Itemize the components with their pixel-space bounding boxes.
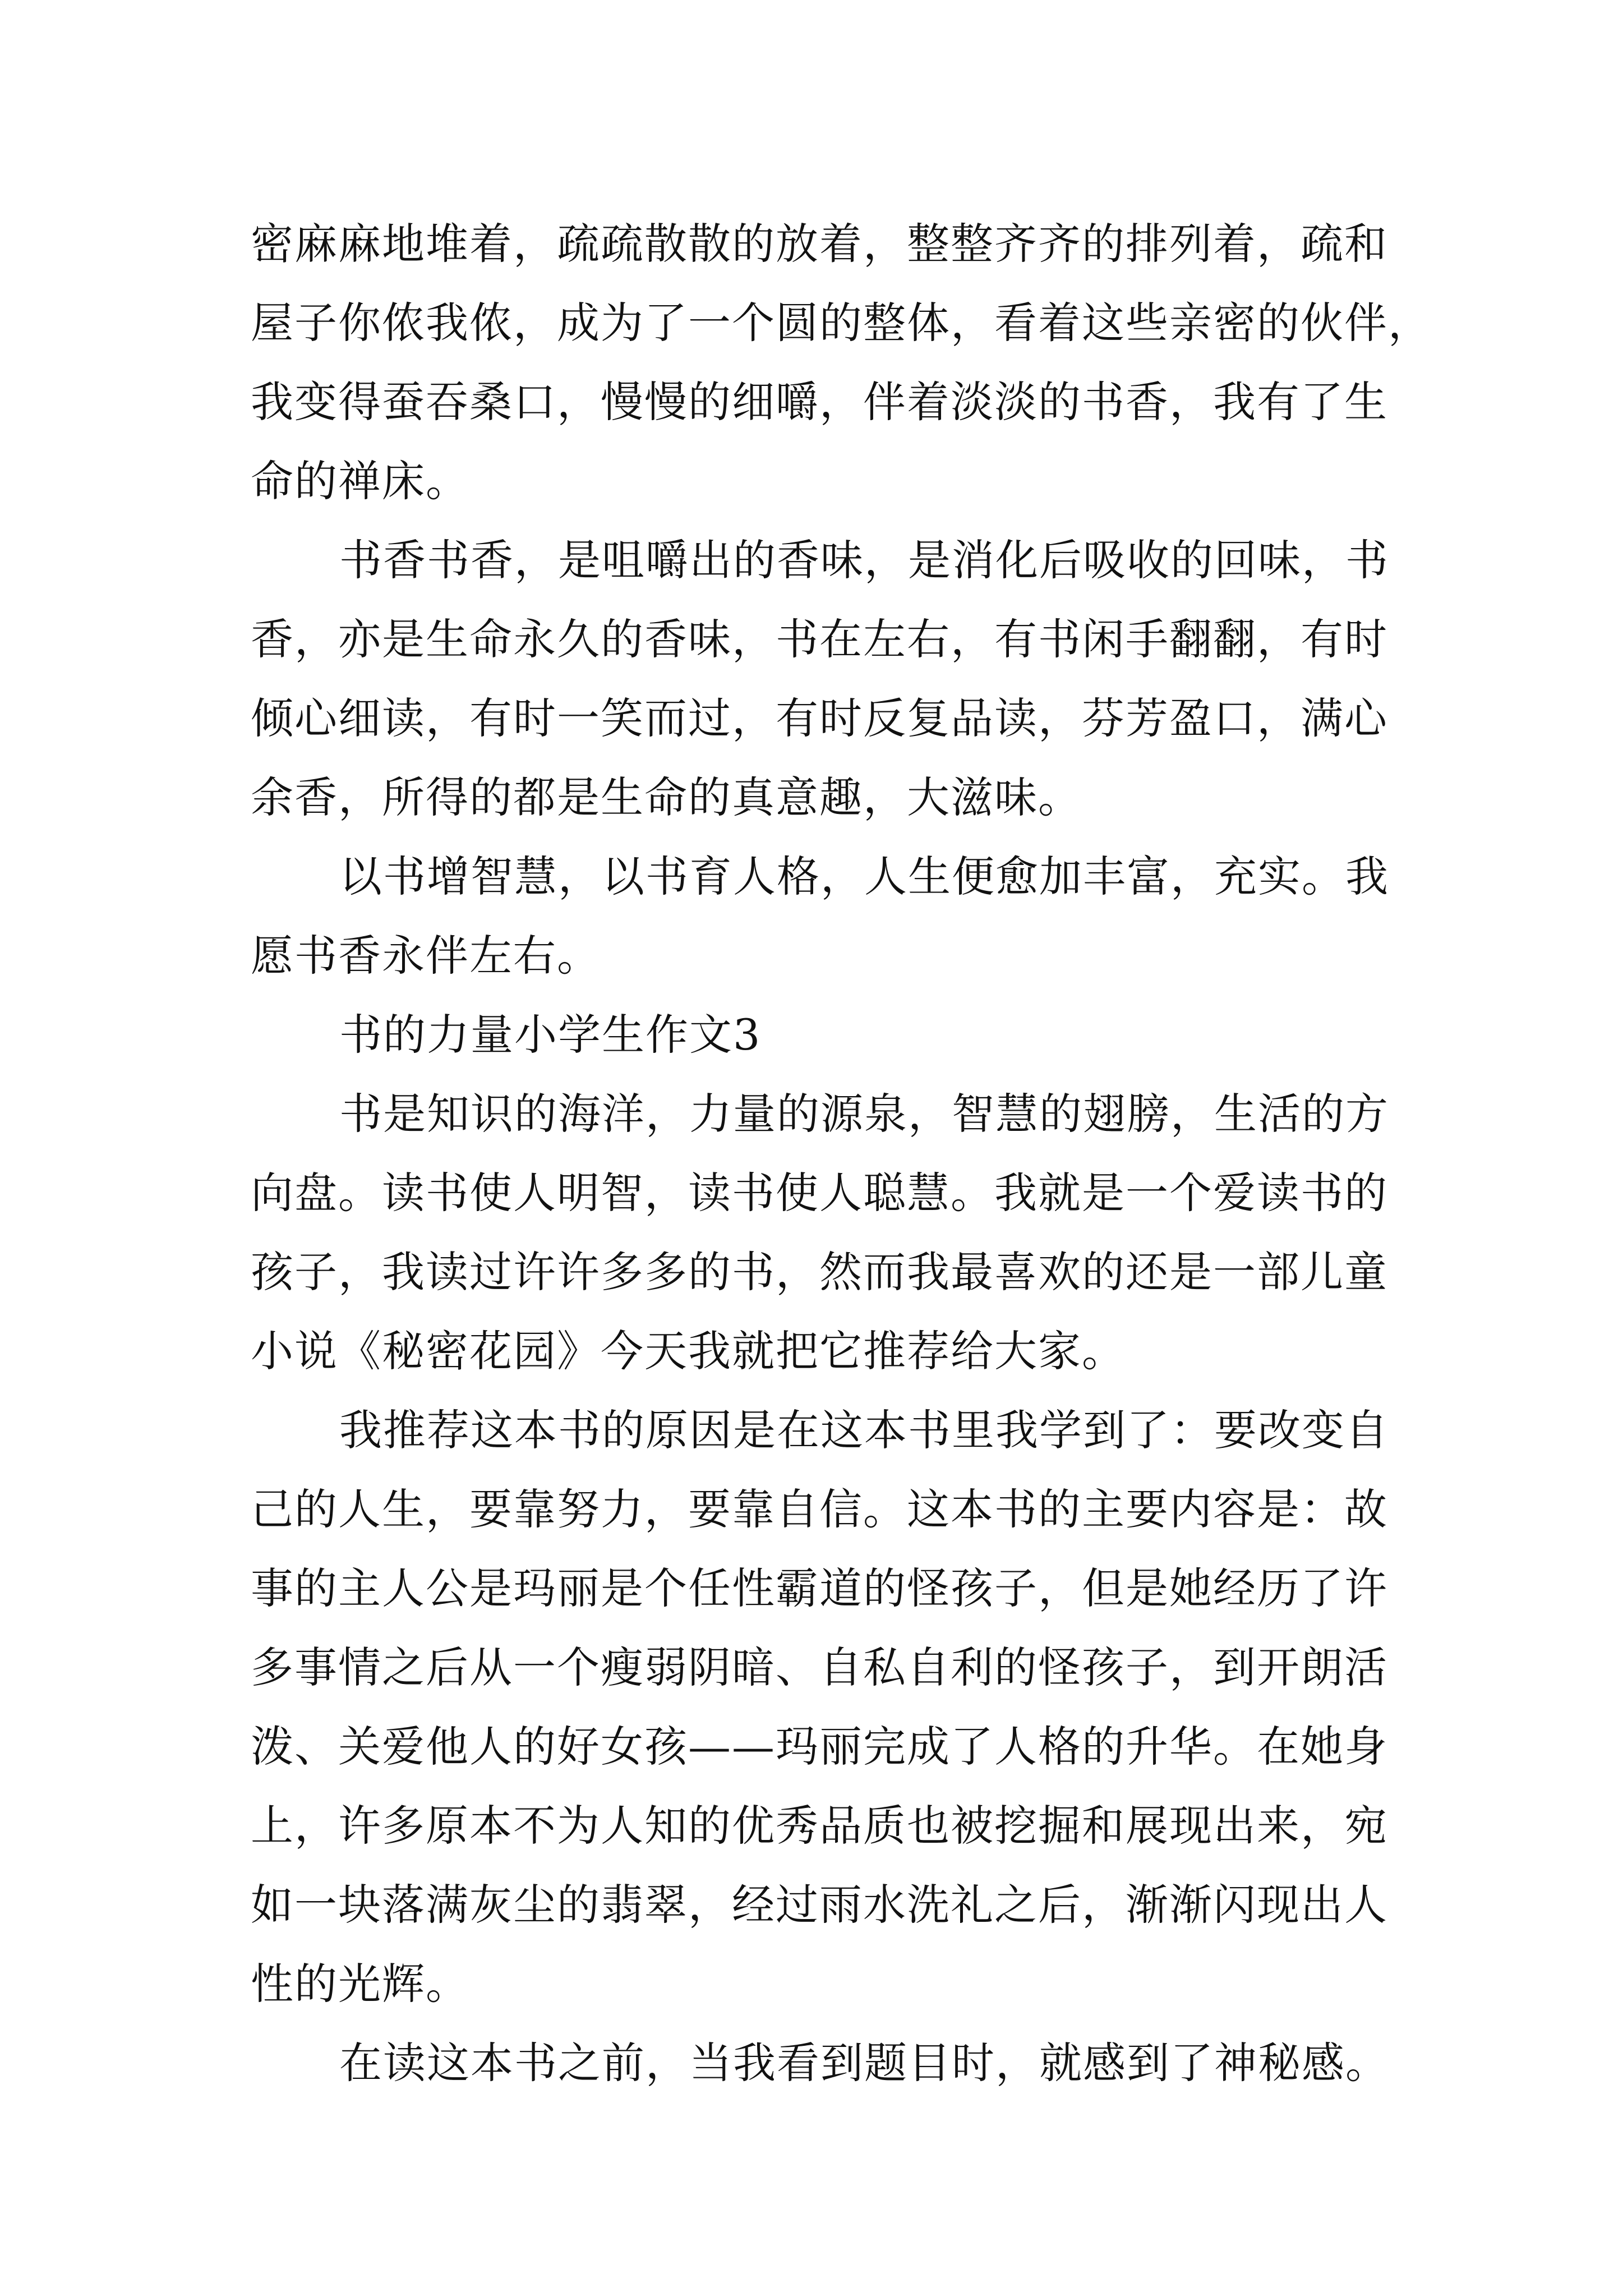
text-line: 多事情之后从一个瘦弱阴暗、自私自利的怪孩子，到开朗活 (251, 1642, 1388, 1692)
text-line: 书香书香，是咀嚼出的香味，是消化后吸收的回味，书 (339, 535, 1389, 585)
text-line: 孩子，我读过许许多多的书，然而我最喜欢的还是一部儿童 (251, 1247, 1388, 1297)
text-line: 我推荐这本书的原因是在这本书里我学到了：要改变自 (339, 1405, 1389, 1455)
text-line: 命的禅床。 (251, 456, 469, 506)
text-line: 性的光辉。 (251, 1959, 469, 2009)
paragraph (251, 1391, 1484, 2023)
document-body (251, 204, 1484, 2102)
text-line: 密麻麻地堆着，疏疏散散的放着，整整齐齐的排列着，疏和 (251, 219, 1388, 269)
text-line: 在读这本书之前，当我看到题目时，就感到了神秘感。 (339, 2038, 1389, 2088)
text-line: 我变得蚕吞桑口，慢慢的细嚼，伴着淡淡的书香，我有了生 (251, 377, 1388, 427)
text-line: 余香，所得的都是生命的真意趣，大滋味。 (251, 772, 1082, 822)
paragraph (251, 1074, 1484, 1391)
section-heading-text: 书的力量小学生作文3 (339, 1010, 762, 1060)
text-line: 如一块落满灰尘的翡翠，经过雨水洗礼之后，渐渐闪现出人 (251, 1880, 1388, 1930)
paragraph (251, 204, 1484, 521)
text-line: 小说《秘密花园》今天我就把它推荐给大家。 (251, 1326, 1126, 1376)
text-line: 向盘。读书使人明智，读书使人聪慧。我就是一个爱读书的 (251, 1168, 1388, 1218)
text-line: 以书增智慧，以书育人格，人生便愈加丰富，充实。我 (339, 852, 1389, 901)
text-line: 书是知识的海洋，力量的源泉，智慧的翅膀，生活的方 (339, 1089, 1389, 1139)
section-heading (251, 995, 1484, 1074)
text-line: 泼、关爱他人的好女孩——玛丽完成了人格的升华。在她身 (251, 1722, 1388, 1772)
paragraph (251, 521, 1484, 837)
paragraph (251, 2023, 1484, 2102)
text-line: 愿书香永伴左右。 (251, 931, 601, 981)
text-line: 屋子你侬我侬，成为了一个圆的整体，看着这些亲密的伙伴， (251, 298, 1432, 348)
text-line: 倾心细读，有时一笑而过，有时反复品读，芬芳盈口，满心 (251, 693, 1388, 743)
text-line: 事的主人公是玛丽是个任性霸道的怪孩子，但是她经历了许 (251, 1563, 1388, 1613)
text-line: 己的人生，要靠努力，要靠自信。这本书的主要内容是：故 (251, 1484, 1388, 1534)
paragraph (251, 837, 1484, 995)
text-line: 上，许多原本不为人知的优秀品质也被挖掘和展现出来，宛 (251, 1801, 1388, 1851)
text-line: 香，亦是生命永久的香味，书在左右，有书闲手翻翻，有时 (251, 614, 1388, 664)
